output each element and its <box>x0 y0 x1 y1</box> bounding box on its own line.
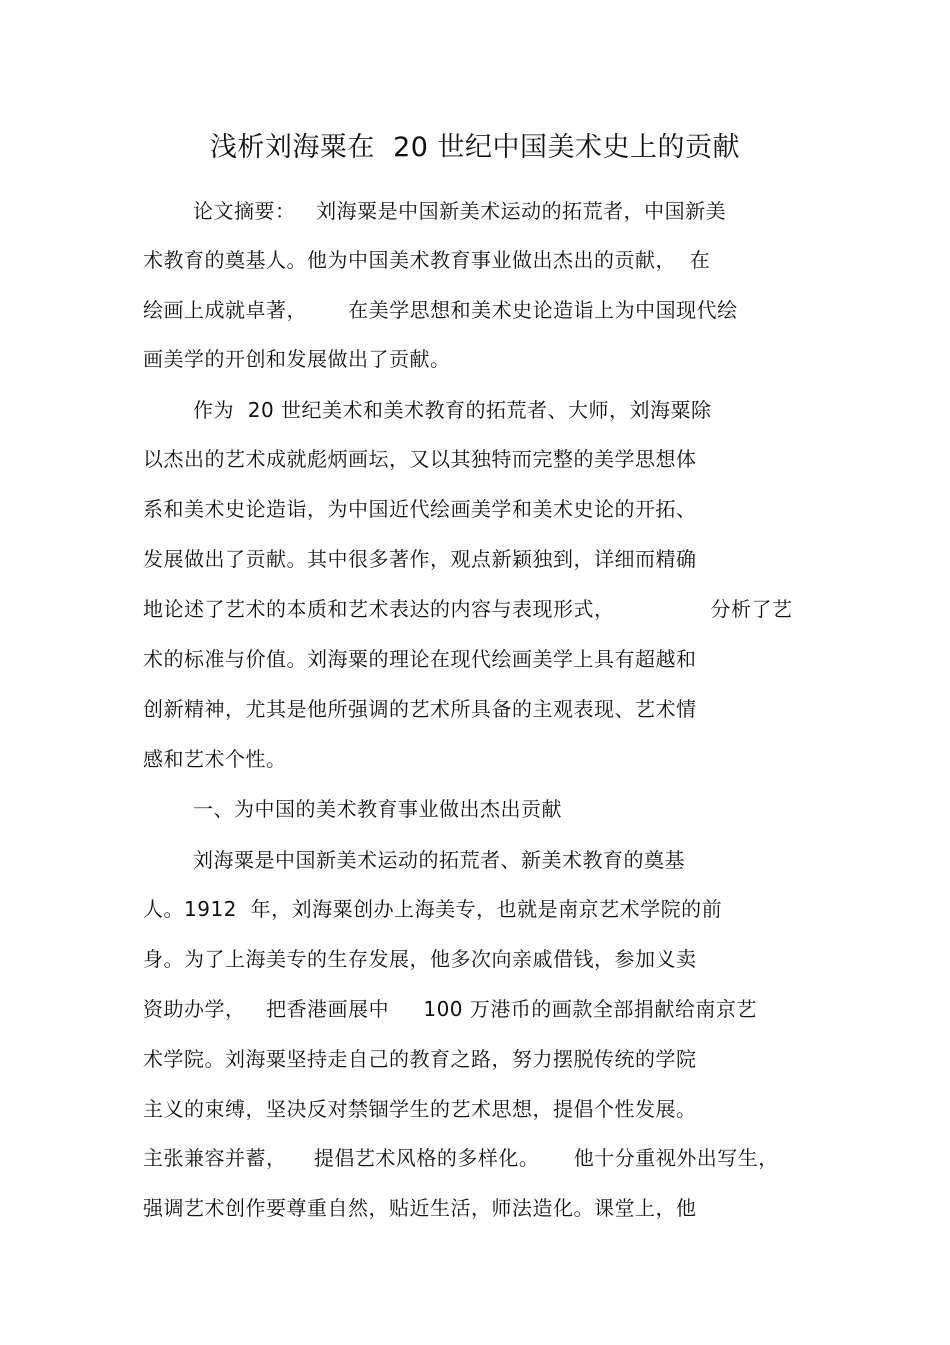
paragraph-2-line-2: 以杰出的艺术成就彪炳画坛，又以其独特而完整的美学思想体 <box>143 447 697 471</box>
section-1-line-2: 人。1912 年，刘海粟创办上海美专，也就是南京艺术学院的前 <box>143 897 723 921</box>
paragraph-2-line-7: 创新精神，尤其是他所强调的艺术所具备的主观表现、艺术情 <box>143 697 697 721</box>
paragraph-2-line-3: 系和美术史论造诣，为中国近代绘画美学和美术史论的开拓、 <box>143 497 697 521</box>
document-title: 浅析刘海粟在 20 世纪中国美术史上的贡献 <box>209 132 741 163</box>
section-1-line-8: 强调艺术创作要尊重自然，贴近生活，师法造化。课堂上，他 <box>143 1196 697 1220</box>
section-1-line-7: 主张兼容并蓄， 提倡艺术风格的多样化。 他十分重视外出写生， <box>143 1146 779 1170</box>
section-1-line-4: 资助办学， 把香港画展中 100 万港币的画款全部捐献给南京艺 <box>143 997 757 1021</box>
paragraph-2-line-8: 感和艺术个性。 <box>143 747 287 771</box>
abstract-line-1: 论文摘要： 刘海粟是中国新美术运动的拓荒者，中国新美 <box>193 199 727 223</box>
paragraph-2-line-5: 地论述了艺术的本质和艺术表达的内容与表现形式， 分析了艺 <box>143 597 793 621</box>
section-1-line-6: 主义的束缚，坚决反对禁锢学生的艺术思想，提倡个性发展。 <box>143 1097 697 1121</box>
abstract-line-2: 术教育的奠基人。他为中国美术教育事业做出杰出的贡献， 在 <box>143 248 711 272</box>
paragraph-2-line-4: 发展做出了贡献。其中很多著作，观点新颖独到，详细而精确 <box>143 547 697 571</box>
abstract-line-3: 绘画上成就卓著， 在美学思想和美术史论造诣上为中国现代绘 <box>143 298 738 322</box>
paragraph-2-line-1: 作为 20 世纪美术和美术教育的拓荒者、大师，刘海粟除 <box>193 398 712 422</box>
section-1-line-1: 刘海粟是中国新美术运动的拓荒者、新美术教育的奠基 <box>193 848 685 872</box>
paragraph-2-line-6: 术的标准与价值。刘海粟的理论在现代绘画美学上具有超越和 <box>143 647 697 671</box>
abstract-line-4: 画美学的开创和发展做出了贡献。 <box>143 347 451 371</box>
section-heading-1: 一、为中国的美术教育事业做出杰出贡献 <box>193 797 562 821</box>
section-1-line-5: 术学院。刘海粟坚持走自己的教育之路，努力摆脱传统的学院 <box>143 1047 697 1071</box>
section-1-line-3: 身。为了上海美专的生存发展，他多次向亲戚借钱，参加义卖 <box>143 947 697 971</box>
